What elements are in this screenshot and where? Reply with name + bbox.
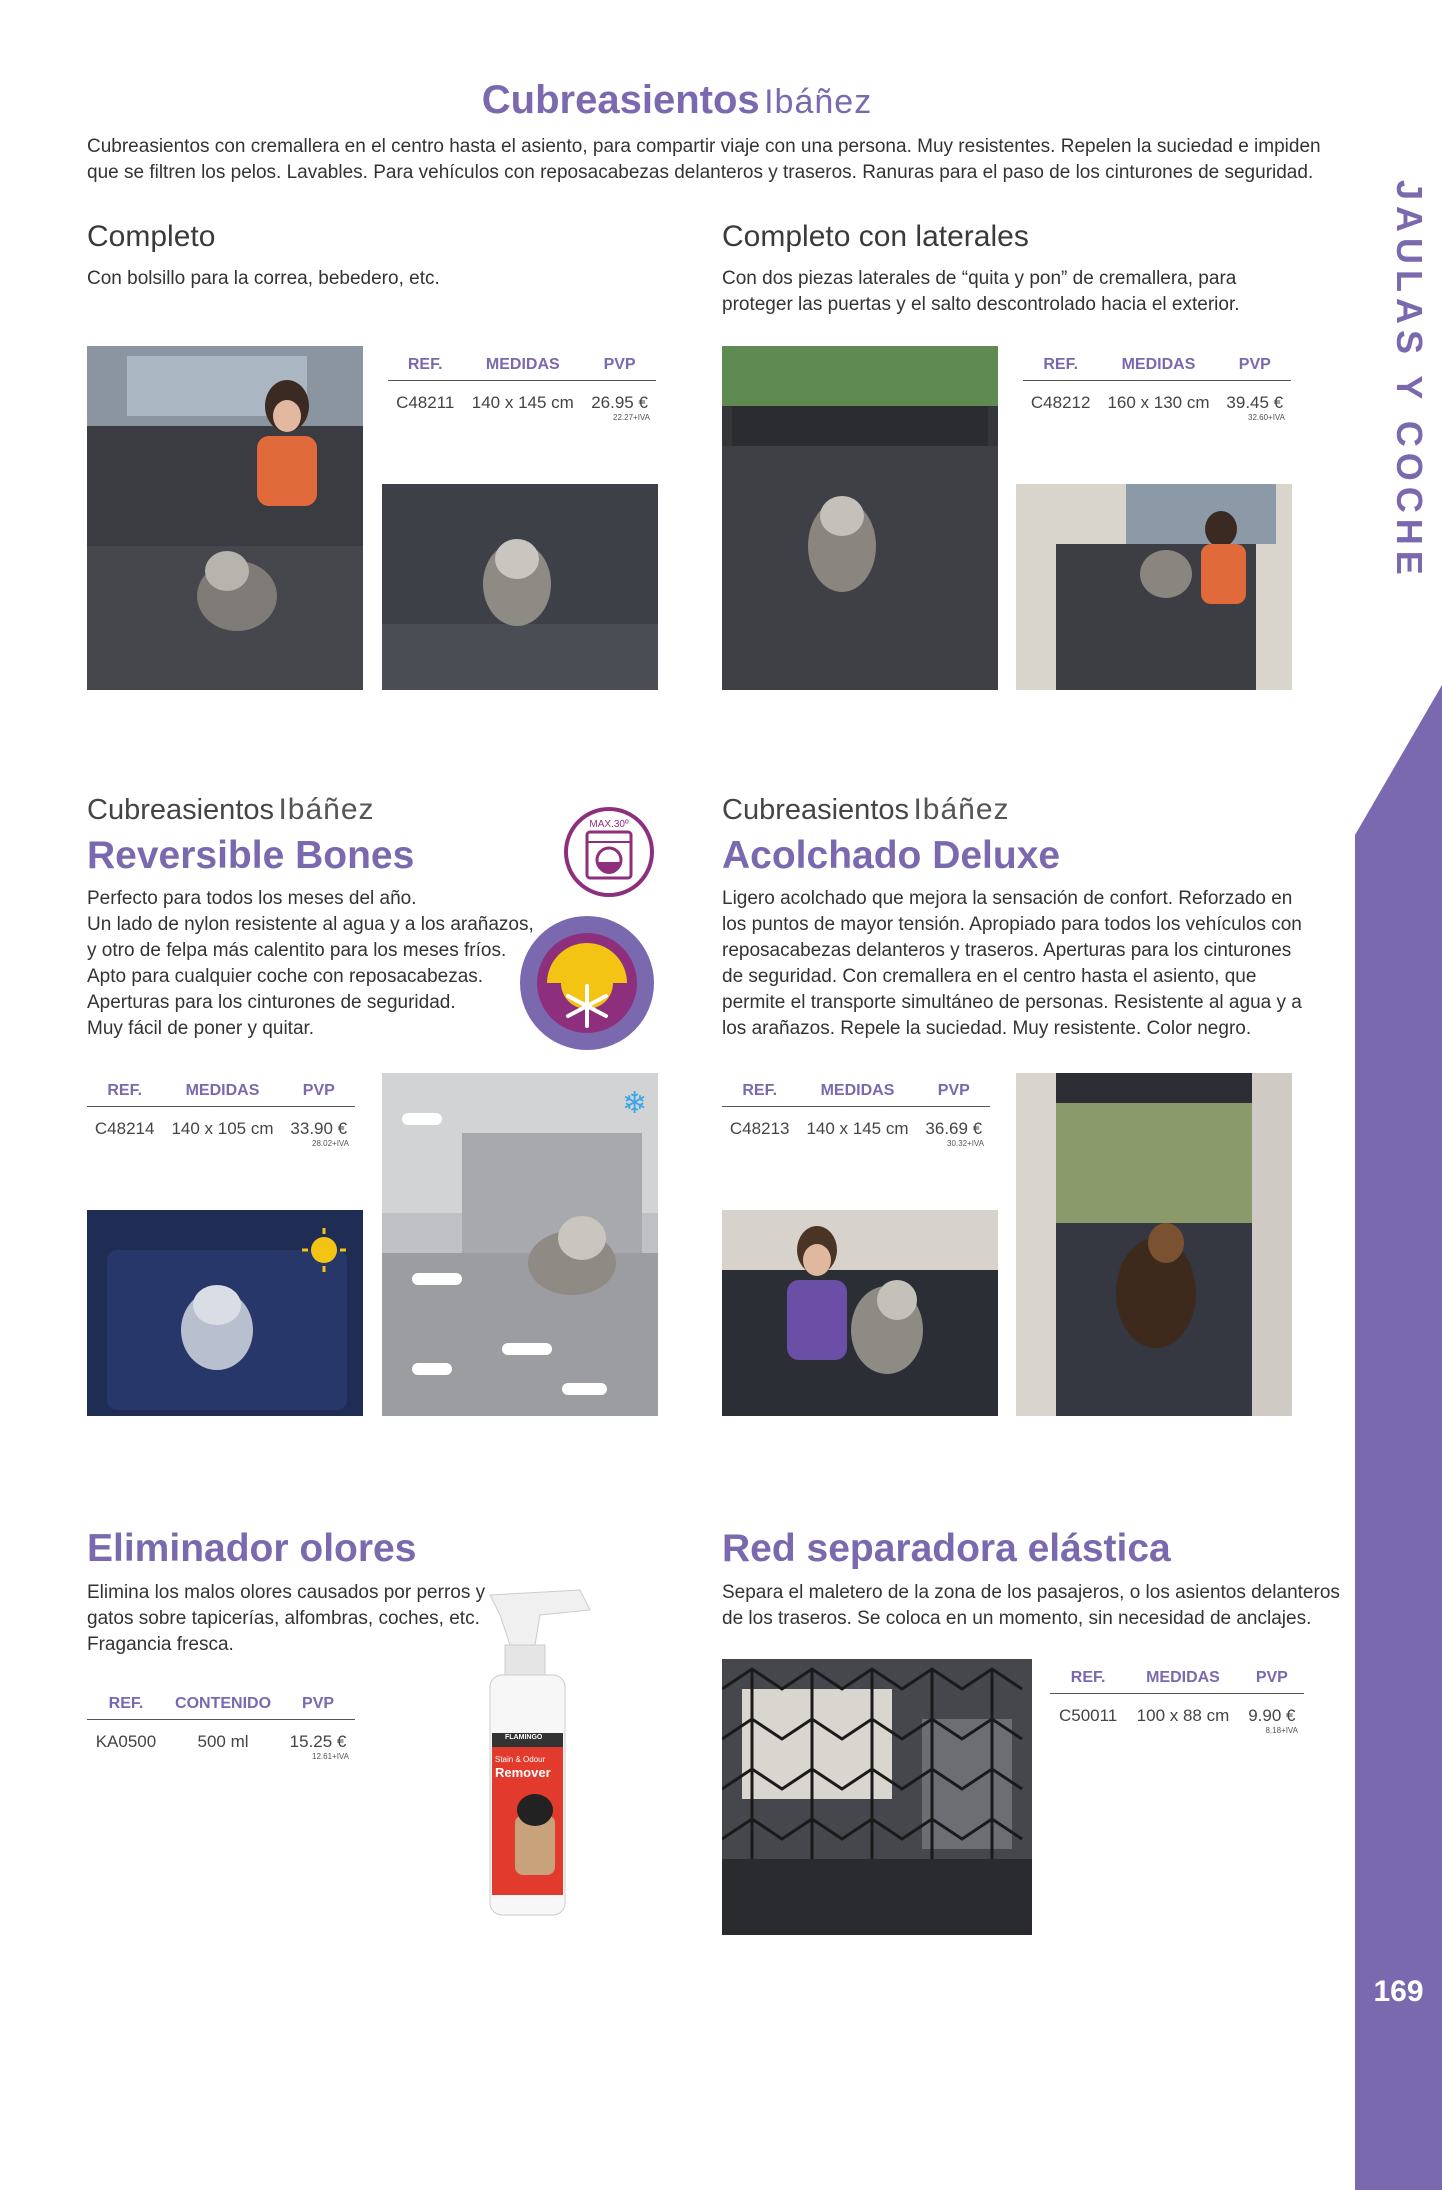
completo-title: Completo [87,220,216,253]
intro-paragraph: Cubreasientos con cremallera en el centro hasta el asiento, para compartir viaje con una persona. Muy resistentes. Repelen la suciedad e impiden que se filtren los pelos. Lavables. Para vehículos con reposacabezas delanteros y traseros. Ranuras para el paso de los cinturones de seguridad. [87,136,1321,183]
col-ref: REF. [87,1082,162,1107]
wash-label: MAX.30º [589,819,629,830]
col-pvp: PVP [283,1082,355,1107]
label-text: Cubreasientos [722,794,909,826]
bottle-brand: FLAMINGO [505,1734,543,1741]
size-cell: 140 x 105 cm [171,1119,274,1138]
col-ref: REF. [722,1082,797,1107]
desc-line: Perfecto para todos los meses del año. [87,888,417,909]
label-text: Cubreasientos [87,794,274,826]
size-cell: 140 x 145 cm [806,1119,909,1138]
price-cell [1240,1694,1304,1736]
laterales-desc: Con dos piezas laterales de “quita y pon” de cremallera, para proteger las puertas y el salto descontrolado hacia el exterior. [722,268,1240,315]
ref-cell: KA0500 [95,1732,157,1751]
bottle-line2: Remover [495,1765,551,1780]
eliminador-spec-table [87,1695,355,1761]
table-row [87,1720,355,1762]
ref-cell: C50011 [1058,1706,1118,1725]
price-iva: 28.02+IVA [312,1139,349,1148]
price: 36.69 € [925,1119,983,1138]
desc-line: Aperturas para los cinturones de seguridad. [87,992,456,1013]
acolchado-photo-woman [722,1210,998,1416]
price-cell [583,381,656,423]
laterales-title: Completo con laterales [722,220,1029,253]
laterales-spec-table [1023,356,1291,422]
price-cell [1219,381,1291,423]
table-row [87,1107,355,1149]
price-iva: 30.32+IVA [947,1139,984,1148]
title-text: Cubreasientos [481,78,760,122]
col-ref: REF. [1050,1669,1126,1694]
price-iva: 22.27+IVA [613,413,650,422]
price-iva: 12.61+IVA [312,1752,349,1761]
acolchado-spec-table [722,1082,990,1148]
content-cell: 500 ml [197,1732,249,1751]
col-pvp: PVP [583,356,656,381]
price: 9.90 € [1248,1706,1296,1725]
red-spec-table [1050,1669,1304,1735]
col-pvp: PVP [1240,1669,1304,1694]
red-photo-net [722,1659,1032,1935]
brand-logo: Ibáñez [278,793,375,826]
col-medidas: MEDIDAS [462,356,583,381]
reversible-label [87,793,375,827]
col-medidas: MEDIDAS [797,1082,917,1107]
sidebar-wedge [1355,685,1442,835]
red-title: Red separadora elástica [722,1527,1171,1570]
col-contenido: CONTENIDO [165,1695,281,1720]
size-cell: 140 x 145 cm [471,393,574,412]
col-medidas: MEDIDAS [1098,356,1218,381]
section-label: JAULAS Y COCHE [1389,180,1430,581]
price-cell [283,1107,355,1149]
price-iva: 32.60+IVA [1248,413,1285,422]
eliminador-desc: Elimina los malos olores causados por perros y gatos sobre tapicerías, alfombras, coches, etc. Fragancia fresca. [87,1582,486,1655]
col-pvp: PVP [1219,356,1291,381]
acolchado-desc: Ligero acolchado que mejora la sensación de confort. Reforzado en los puntos de mayor tensión. Apropiado para todos los vehículos con reposacabezas delanteros y traseros. Aperturas para los cinturones de seguridad. Con cremallera en el centro hasta el asiento, que permite el transporte simultáneo de personas. Resistente al agua y a los arañazos. Repele la suciedad. Muy resistente. Color negro. [722,888,1302,1039]
desc-line: Muy fácil de poner y quitar. [87,1018,315,1039]
acolchado-label [722,793,1010,827]
completo-photo-dog [382,484,658,690]
col-pvp: PVP [918,1082,990,1107]
spray-bottle-photo [470,1585,620,1925]
laterales-photo-dog [722,346,998,690]
brand-logo: Ibáñez [913,793,1010,826]
price-iva: 8.18+IVA [1265,1726,1298,1735]
price: 33.90 € [290,1119,348,1138]
ref-cell: C48212 [1030,393,1091,412]
table-row [388,381,656,423]
reversible-spec-table [87,1082,355,1148]
desc-line: y otro de felpa más calentito para los meses fríos. [87,940,507,961]
reversible-title: Reversible Bones [87,834,415,877]
red-desc: Separa el maletero de la zona de los pasajeros, o los asientos delanteros de los traseros. Se coloca en un momento, sin necesidad de anclajes. [722,1582,1340,1629]
acolchado-photo-dachshund [1016,1073,1292,1416]
table-row [722,1107,990,1149]
col-ref: REF. [1023,356,1098,381]
page-number: 169 [1373,1975,1424,2008]
ref-cell: C48213 [729,1119,790,1138]
col-medidas: MEDIDAS [1126,1669,1239,1694]
page-title [87,78,1267,123]
price: 39.45 € [1226,393,1284,412]
acolchado-title: Acolchado Deluxe [722,834,1061,877]
svg-text:❄: ❄ [622,1086,648,1121]
desc-line: Un lado de nylon resistente al agua y a los arañazos, [87,914,534,935]
ref-cell: C48214 [94,1119,155,1138]
completo-photo-woman-dog [87,346,363,690]
reversible-photo-blue [87,1210,363,1416]
price-cell [281,1720,355,1762]
price: 26.95 € [591,393,648,412]
desc-line: Apto para cualquier coche con reposacabezas. [87,966,484,987]
eliminador-title: Eliminador olores [87,1527,417,1570]
table-row [1023,381,1291,423]
table-row [1050,1694,1304,1736]
sun-snowflake-icon [518,914,656,1052]
col-pvp: PVP [281,1695,355,1720]
completo-desc: Con bolsillo para la correa, bebedero, etc. [87,268,440,289]
price-cell [918,1107,990,1149]
size-cell: 100 x 88 cm [1136,1706,1230,1725]
col-ref: REF. [388,356,462,381]
col-medidas: MEDIDAS [162,1082,282,1107]
laterales-photo-woman [1016,484,1292,690]
completo-spec-table [388,356,656,422]
price: 15.25 € [289,1732,347,1751]
reversible-desc [87,886,537,1042]
col-ref: REF. [87,1695,165,1720]
bottle-line1: Stain & Odour [495,1755,546,1764]
brand-logo: Ibáñez [764,83,873,121]
size-cell: 160 x 130 cm [1107,393,1210,412]
reversible-photo-bones [382,1073,658,1416]
washing-machine-icon [563,806,655,898]
ref-cell: C48211 [396,393,455,412]
